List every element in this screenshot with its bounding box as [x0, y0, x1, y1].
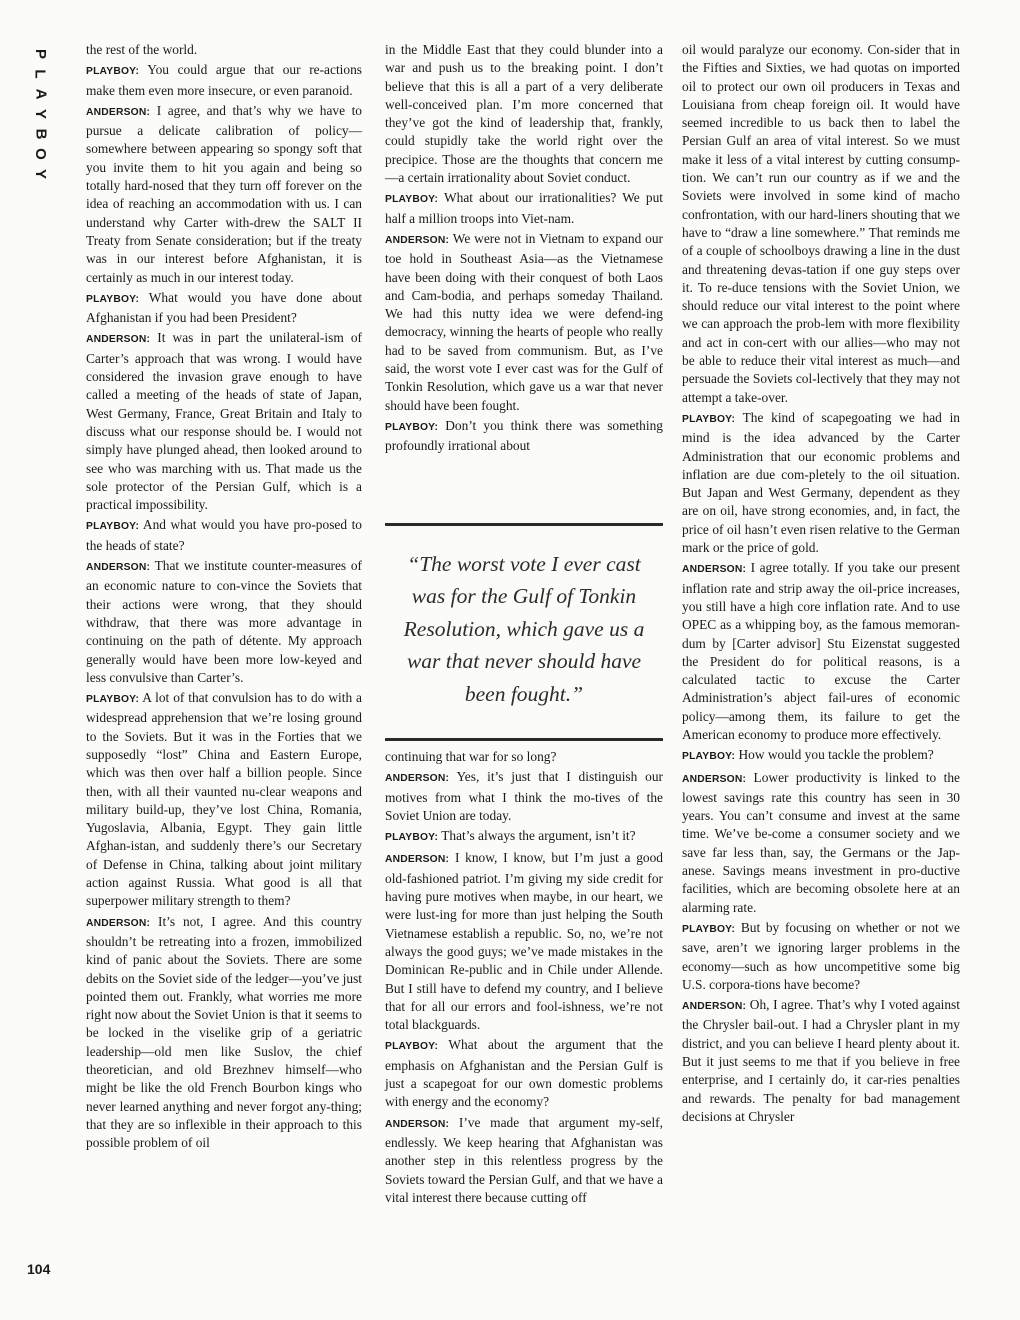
paragraph: [385, 1036, 663, 1111]
paragraph-text: I’ve made that argument my-self, endlessly. We keep hearing that Afghanistan was another step in this relentless progress by the Soviets toward the Persian Gulf, and that we have a vital interest there because cutting off: [385, 1114, 663, 1205]
speaker-label: PLAYBOY:: [86, 66, 140, 78]
brand-letter: O: [31, 148, 49, 160]
paragraph-text: in the Middle East that they could blunder into a war and push us to the breaking point. I don’t believe that this is all a part of a very deliberate well-conceived plan. I’m more concerned that they’ve got the kind of leadership that, frankly, could stupidly take the world right over the precipice. Those are the thoughts that concern me—a certain irrationality about Soviet conduct.: [385, 42, 663, 186]
paragraph: [86, 913, 362, 1153]
speaker-label: PLAYBOY:: [385, 1041, 439, 1053]
paragraph: [682, 919, 960, 994]
column-3: [682, 41, 960, 1128]
paragraph-text: You could argue that our re-actions make them even more insecure, or even paranoid.: [86, 62, 362, 98]
paragraph: [385, 748, 663, 766]
column-1: [86, 41, 362, 1155]
paragraph-text: But by focusing on whether or not we save, aren’t we ignoring larger problems in the economy—such as how uncompetitive some big U.S. corpora-tions have become?: [682, 919, 960, 992]
paragraph-text: It’s not, I agree. And this country shouldn’t be retreating into a frozen, immobilized kind of panic about the Soviets. There are some debits on the Soviet side of the ledger—you’ve just pointed them out. Frankly, what worries me more right now about the Soviet Union is that it seems to be locked in the viselike grip of a geriatric leadership—old men like Suslov, the chief theoretician, and old Brezhnev himself—who might be like the old French Bourbon kings who never learned anything and never forgot any-thing; that they are so inflexible in their approach to this possible problem of oil: [86, 913, 362, 1151]
speaker-label: ANDERSON:: [385, 854, 450, 866]
paragraph-text: continuing that war for so long?: [385, 749, 557, 764]
speaker-label: PLAYBOY:: [385, 832, 439, 844]
paragraph-text: How would you tackle the problem?: [738, 747, 934, 763]
speaker-label: ANDERSON:: [682, 1001, 747, 1013]
paragraph-text: I know, I know, but I’m just a good old-fashioned patriot. I’m giving my side credit for having pure motives when maybe, in our heart, we were lust-ing for more than just helping the South Vietnamese establish a republic. So, no, we’re not always the good guys; we’ve made mistakes in the Dominican Re-public and in Chile under Allende. But I still have to defend my country, and I believe that for all our errors and fool-ishness, we’re not total blackguards.: [385, 850, 663, 1033]
speaker-label: ANDERSON:: [86, 106, 151, 118]
pull-quote: [385, 523, 663, 741]
paragraph: [385, 41, 663, 187]
paragraph-text: the rest of the world.: [86, 42, 198, 57]
brand-letter: Y: [31, 168, 49, 180]
paragraph: [682, 409, 960, 557]
brand-letter: P: [31, 48, 49, 60]
paragraph: [682, 746, 960, 766]
paragraph-text: What would you have done about Afghanistan if you had been President?: [86, 289, 363, 326]
speaker-label: PLAYBOY:: [86, 694, 140, 706]
paragraph: [385, 768, 663, 825]
speaker-label: PLAYBOY:: [86, 293, 140, 305]
paragraph: [86, 557, 362, 687]
paragraph-text: I agree, and that’s why we have to pursue a delicate calibration of policy—somewhere between appearing so spongy soft that you invite them to hit you again and being so totally hard-nosed that they turn off forever on the idea of reaching an accommodation with us. I can understand why Carter with-drew the SALT II Treaty from Senate consideration; but if the treaty was in our interest before Afghanistan, it is certainly as much in our interest today.: [86, 102, 362, 285]
brand-letter: A: [32, 88, 49, 100]
pull-quote-text: “The worst vote I ever cast was for the Gulf of Tonkin Resolution, which gave us a war that never should have been fought.”: [403, 552, 645, 706]
paragraph: [385, 827, 663, 847]
speaker-label: ANDERSON:: [86, 562, 151, 574]
paragraph: [682, 996, 960, 1126]
paragraph: [682, 559, 960, 744]
brand-letter: B: [32, 128, 49, 140]
paragraph-text: What about the argument that the emphasis on Afghanistan and the Persian Gulf is just a scapegoat for our own domestic problems with energy and the economy?: [385, 1037, 664, 1110]
paragraph: [385, 849, 663, 1034]
paragraph-text: We were not in Vietnam to expand our toe hold in Southeast Asia—as the Vietnamese have been doing with their conquest of both Laos and Cam-bodia, and perhaps someday Thailand. We had this nutty idea we were defend-ing democracy, winning the hearts of people who really had to be saved from communism. But, as I’ve said, the worst vote I ever cast was for the Gulf of Tonkin Resolution, which gave us a war that never should have been fought.: [385, 230, 663, 413]
paragraph-text: Lower productivity is linked to the lowest savings rate this country has seen in 30 years. You can’t consume and invest at the same time. We’ve be-come a consumer society and we save far less than, say, the Germans or the Jap-anese. Savings means investment in pro-ductive facilities, which are becoming obsolete here at an alarming rate.: [682, 769, 960, 915]
paragraph-text: A lot of that convulsion has to do with a widespread apprehension that we’re losing ground to the Soviets. But it was in the Forties that we supposedly “lost” China and Eastern Europe, which was then over half a billion people. Since then, with all their vaunted nu-clear weapons and military build-up, they’ve lost China, Romania, Yugoslavia, Albania, Egypt. They gain little Afghan-istan, and suddenly there’s our Secretary of Defense in China, talking about joint military action against Russia. What good is all that superpower military strength to them?: [86, 690, 363, 909]
paragraph-text: I agree totally. If you take our present inflation rate and strip away the oil-price increases, you still have a high core inflation rate. And to use OPEC as a whipping boy, as the famous memoran-dum by [Carter advisor] Stu Eizenstat suggested the President do for political reasons, is a calculated tactic to excuse the Carter Administration’s abject fail-ures of economic policy—among them, its failure to get the American economy to produce more effectively.: [682, 560, 960, 742]
paragraph: [86, 289, 362, 328]
speaker-label: PLAYBOY:: [682, 923, 736, 935]
paragraph-text: That we institute counter-measures of an economic nature to con-vince the Soviets that their actions were wrong, that they should withdraw, that there was more advantage in continuing on the path of détente. My approach generally would have been more low-keyed and less convulsive than Carter’s.: [86, 558, 362, 685]
paragraph: [86, 516, 362, 555]
speaker-label: ANDERSON:: [682, 773, 747, 785]
speaker-label: ANDERSON:: [682, 564, 747, 576]
paragraph: [385, 1114, 663, 1207]
paragraph: [682, 41, 960, 407]
paragraph: [86, 61, 362, 100]
paragraph-text: That’s always the argument, isn’t it?: [441, 828, 636, 844]
paragraph: [385, 417, 663, 456]
paragraph: [86, 41, 362, 59]
paragraph-text: Yes, it’s just that I distinguish our motives from what I think the mo-tives of the Soviet Union are today.: [385, 769, 663, 823]
speaker-label: ANDERSON:: [385, 1118, 450, 1130]
paragraph-text: And what would you have pro-posed to the heads of state?: [86, 517, 362, 553]
brand-letter: Y: [31, 108, 49, 120]
speaker-label: ANDERSON:: [86, 917, 151, 929]
paragraph-text: The kind of scapegoating we had in mind is the idea advanced by the Carter Administration that our economic problems and inflation are due com-pletely to the oil situation. But Japan and West Germany, dependent as they are on oil, have strong economies, and, in fact, the price of oil hasn’t even risen relative to the German mark or the price of gold.: [682, 409, 960, 556]
paragraph-text: It was in part the unilateral-ism of Carter’s approach that was wrong. I would have considered the invasion grave enough to have called a meeting of the heads of state of Japan, West Germany, France, Great Britain and Italy to discuss what our response should be. I would not simply have plunged ahead, then looked around to see who was marching with us. That made us the sole protector of the Persian Gulf, which is a practical impossibility.: [86, 330, 362, 513]
paragraph: [385, 230, 663, 415]
magazine-brand: [29, 44, 51, 184]
speaker-label: ANDERSON:: [385, 773, 450, 785]
paragraph: [385, 189, 663, 228]
page-number: 104: [27, 1261, 51, 1277]
speaker-label: PLAYBOY:: [385, 194, 439, 206]
brand-letter: L: [31, 69, 49, 79]
paragraph: [86, 102, 362, 287]
speaker-label: PLAYBOY:: [682, 751, 736, 763]
speaker-label: ANDERSON:: [385, 234, 450, 246]
paragraph: [86, 329, 362, 514]
speaker-label: ANDERSON:: [86, 334, 151, 346]
paragraph: [682, 769, 960, 917]
speaker-label: PLAYBOY:: [385, 421, 439, 433]
paragraph-text: What about our irrationalities? We put half a million troops into Viet-nam.: [385, 190, 663, 226]
paragraph-text: Oh, I agree. That’s why I voted against the Chrysler bail-out. I had a Chrysler plant in my district, and you can believe I heard plenty about it. But it just seems to me that if you believe in free enterprise, and I certainly do, it car-ries penalties and rewards. The penalty for bad management decisions at Chrysler: [682, 997, 960, 1124]
paragraph: [86, 689, 362, 911]
column-2-bottom: [385, 748, 663, 1209]
speaker-label: PLAYBOY:: [682, 413, 736, 425]
speaker-label: PLAYBOY:: [86, 521, 140, 533]
column-2-top: [385, 41, 663, 458]
paragraph-text: Don’t you think there was something profoundly irrational about: [385, 417, 663, 454]
paragraph-text: oil would paralyze our economy. Con-sider that in the Fifties and Sixties, we had quotas on imported oil to protect our own oil producers in Texas and Louisiana from cheap foreign oil. It would have seemed incredible to us back then to label the Persian Gulf an area of vital interest. So we must make it less of a vital interest by cutting consump-tion. We can’t run our country as if we and the Soviets were involved in some kind of macho confrontation, with our hard-liners shouting that we have to “draw a line somewhere.” That reminds me of a couple of schoolboys drawing a line in the dust and threatening devas-tation if one guy steps over it. To re-duce tensions with the Soviet Union, we should reduce our vital interest to the point where we can approach the prob-lem with more flexibility and act in con-cert with our allies—who may not be able to reduce their vital interest as much—and persuade the Soviets col-lectively that they may not attempt a take-over.: [682, 42, 960, 405]
